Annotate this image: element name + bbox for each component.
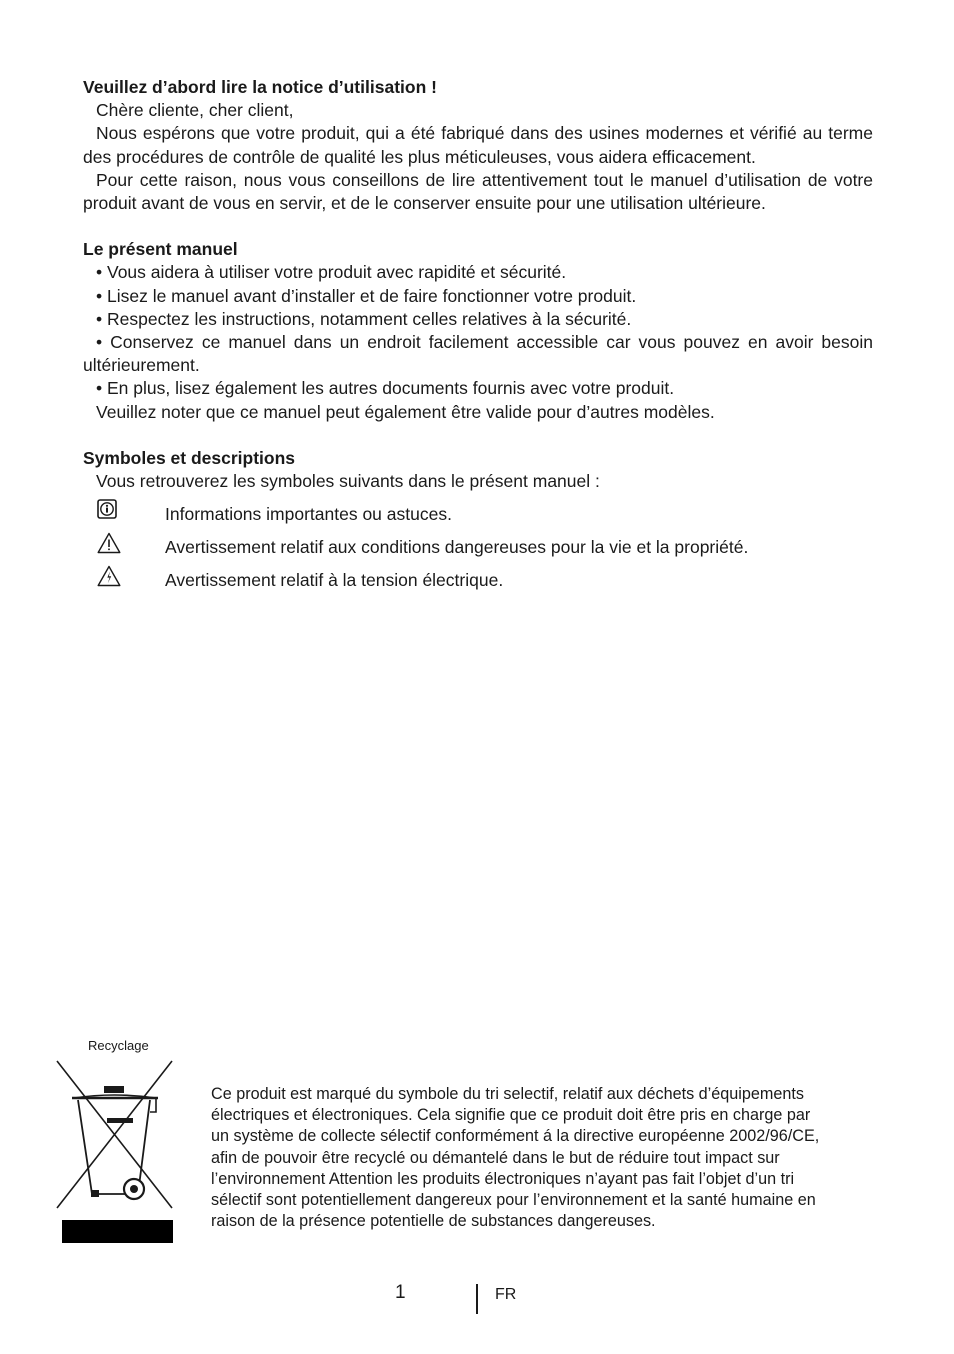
main-content — [83, 76, 873, 598]
recycling-line: afin de pouvoir être recyclé ou démantelé dans le but de réduire tout impact sur — [211, 1148, 780, 1167]
symbol-row — [83, 532, 873, 565]
recycling-line: Ce produit est marqué du symbole du tri selectif, relatif aux déchets d’équipements — [211, 1085, 804, 1103]
manual-bullet: • Vous aidera à utiliser votre produit avec rapidité et sécurité. — [96, 262, 567, 283]
recycling-line: électriques et électroniques. Cela signifie que ce produit doit être pris en charge par — [211, 1106, 811, 1125]
recycling-line: raison de la présence potentielle de substances dangereuses. — [211, 1212, 656, 1231]
intro-paragraph-2: Pour cette raison, nous vous conseillons de lire attentivement tout le manuel d’utilisation de votre produit avant de vous en servir, et de le conserver ensuite pour une utilisation ultérieure. — [83, 169, 873, 214]
greeting: Chère cliente, cher client, — [96, 100, 294, 121]
intro-paragraph-1: Nous espérons que votre produit, qui a été fabriqué dans des usines modernes et vérifié au terme des procédures de contrôle de qualité les plus méticuleuses, vous aidera efficacement. — [83, 123, 873, 167]
recycling-text — [211, 1084, 881, 1232]
manual-note: Veuillez noter que ce manuel peut également être valide pour d’autres modèles. — [96, 401, 715, 422]
symbols-intro: Vous retrouverez les symboles suivants dans le présent manuel : — [96, 471, 600, 492]
symbol-description: Avertissement relatif aux conditions dangereuses pour la vie et la propriété. — [165, 537, 749, 558]
manual-bullet: • En plus, lisez également les autres documents fournis avec votre produit. — [96, 378, 675, 399]
recycling-line: sélectif sont potentiellement dangereux pour l’environnement et la santé humaine en — [211, 1191, 816, 1210]
page-number: 1 — [395, 1282, 406, 1303]
electric-warning-icon — [83, 565, 165, 587]
recycling-label: Recyclage — [88, 1038, 149, 1053]
manual-bullet: • Respectez les instructions, notamment celles relatives à la sécurité. — [96, 308, 632, 329]
info-icon — [83, 499, 165, 519]
manual-bullet: • Lisez le manuel avant d’installer et de faire fonctionner votre produit. — [96, 285, 637, 306]
intro-heading: Veuillez d’abord lire la notice d’utilisation ! — [83, 77, 437, 97]
manual-heading: Le présent manuel — [83, 239, 238, 260]
footer-divider — [476, 1284, 478, 1314]
recycling-line: un système de collecte sélectif conformément á la directive européenne 2002/96/CE, — [211, 1127, 820, 1146]
symbol-row — [83, 565, 873, 598]
symbol-description: Informations importantes ou astuces. — [165, 504, 452, 525]
manual-bullet: • Conservez ce manuel dans un endroit facilement accessible car vous pouvez en avoir besoin ultérieurement. — [83, 332, 873, 376]
language-code: FR — [495, 1286, 517, 1303]
recycling-line: l’environnement Attention les produits électroniques n’ayant pas fait l’objet d’un tri — [211, 1169, 795, 1188]
symbol-row — [83, 499, 873, 532]
warning-icon — [83, 532, 165, 554]
symbols-heading: Symboles et descriptions — [83, 447, 296, 468]
crossed-out-bin-icon — [54, 1058, 176, 1251]
symbol-description: Avertissement relatif à la tension électrique. — [165, 570, 504, 591]
